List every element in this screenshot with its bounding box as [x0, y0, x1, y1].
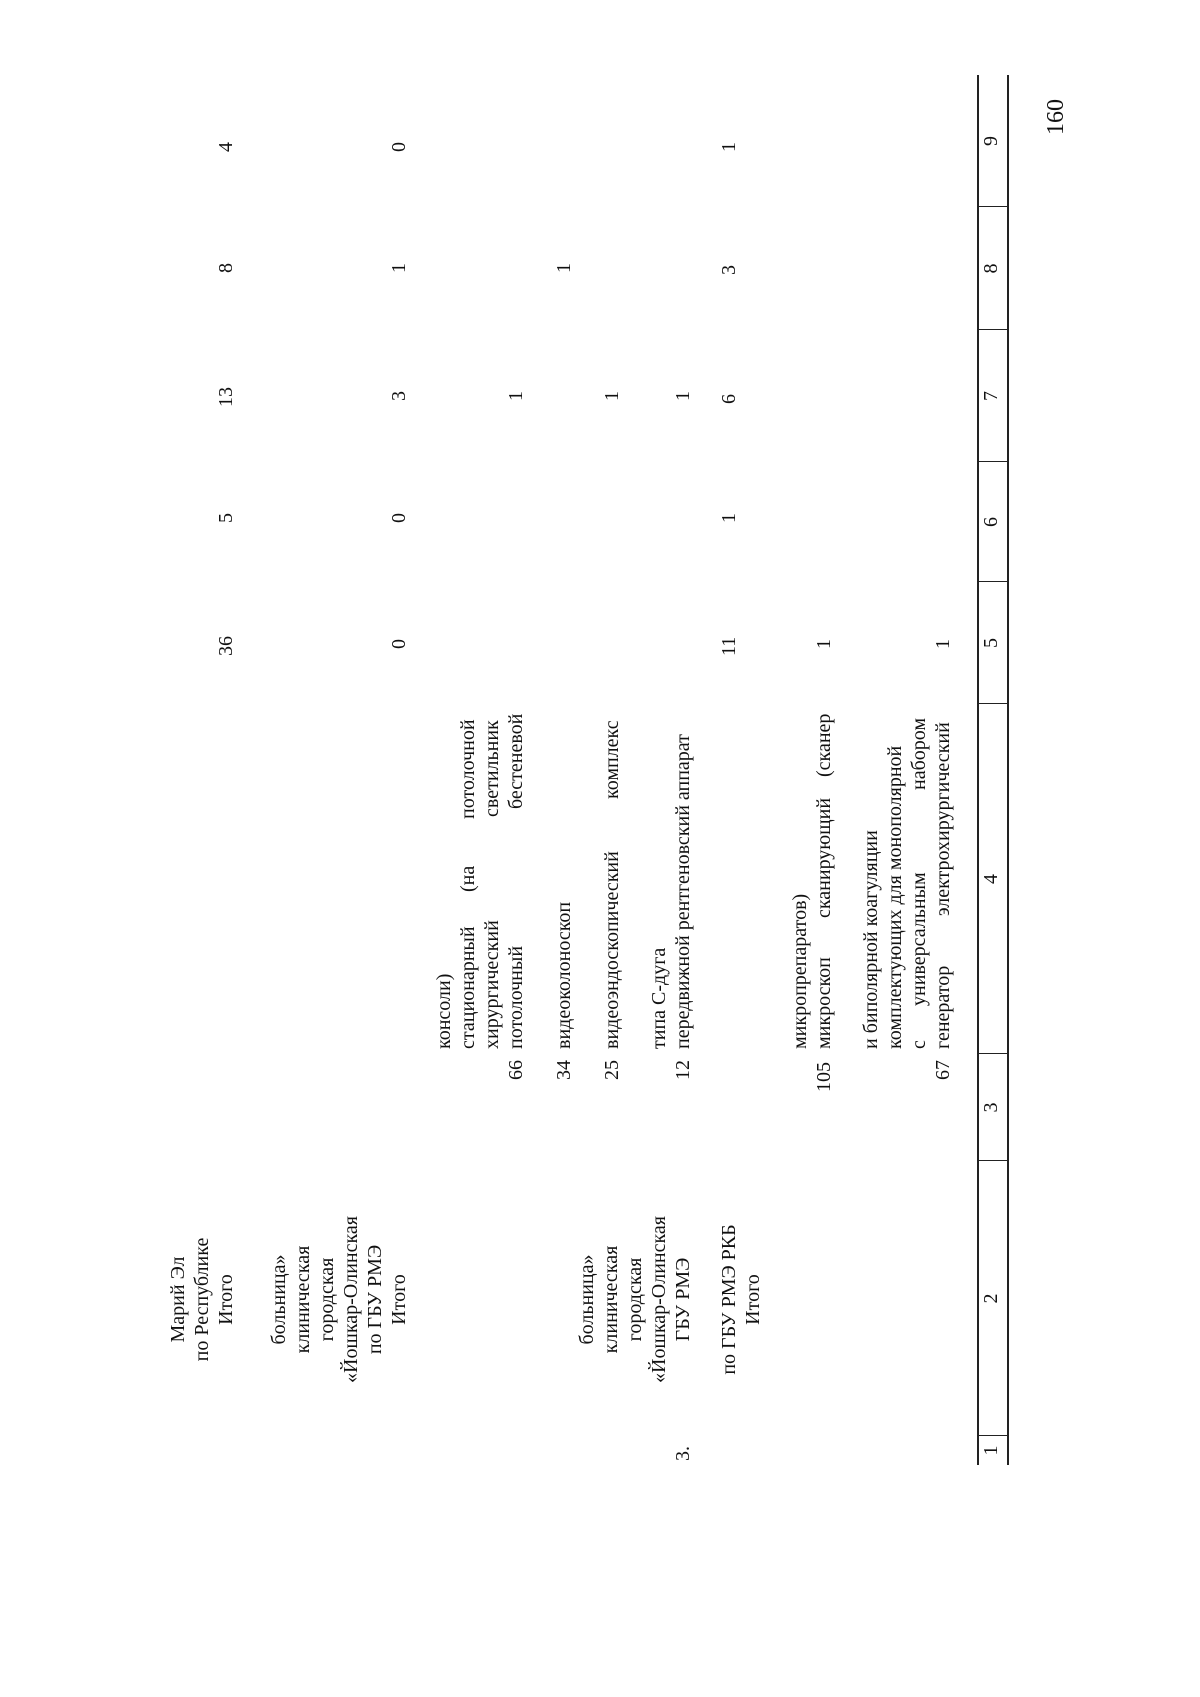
text-line: городская: [316, 1257, 338, 1342]
col-9-value: 0: [388, 142, 410, 152]
col-8-value: 1: [553, 263, 575, 273]
col-7-value: 3: [388, 391, 410, 401]
text-line: сканирующий: [813, 797, 835, 918]
header-col-2: 2: [980, 1293, 1002, 1304]
text-line: и биполярной коагуляции: [860, 830, 882, 1049]
text-line: Марий Эл: [167, 1256, 189, 1343]
text-line: с: [908, 1040, 930, 1049]
header-col-6: 6: [980, 517, 1002, 527]
col-8-value: 1: [388, 263, 410, 273]
col-8-value: 8: [215, 263, 237, 273]
header-col-9: 9: [980, 136, 1002, 146]
header-col-7: 7: [980, 391, 1002, 401]
text-line: хирургический: [481, 920, 503, 1049]
equipment-name: комплекс: [601, 720, 623, 799]
col-7-value: 1: [505, 391, 527, 401]
text-line: микропрепаратов): [789, 893, 811, 1049]
row-number: 105: [813, 1062, 835, 1092]
col-5-value: 0: [388, 639, 410, 649]
text-line: больница»: [268, 1254, 290, 1345]
text-line: генератор: [932, 965, 954, 1049]
col-7-value: 13: [215, 387, 237, 407]
header-col-5: 5: [980, 638, 1002, 648]
row-number: 67: [932, 1060, 954, 1080]
col-5-value: 36: [215, 636, 237, 656]
col-9-value: 4: [215, 142, 237, 152]
equipment-name: типа С-дуга: [648, 947, 670, 1049]
text-line: клиническая: [292, 1245, 314, 1354]
header-col-1: 1: [980, 1445, 1002, 1456]
text-line: «Йошкар-Олинская: [648, 1216, 670, 1383]
row-number: 66: [505, 1060, 527, 1080]
text-line: потолочной: [457, 719, 479, 819]
col-7-value: 1: [672, 391, 694, 401]
equipment-name: видеоколоноскоп: [553, 901, 575, 1049]
col-9-value: 1: [718, 142, 740, 152]
text-line: бестеневой: [505, 713, 527, 809]
text-line: микроскоп: [813, 957, 835, 1049]
text-line: универсальным: [908, 872, 930, 1006]
col-5-value: 11: [718, 636, 740, 656]
text-line: светильник: [481, 720, 503, 817]
text-line: комплектующих для монополярной: [884, 745, 906, 1049]
row-number: 12: [672, 1060, 694, 1080]
text-line: Итого: [388, 1274, 410, 1325]
text-line: (сканер: [813, 713, 835, 777]
text-line: потолочный: [505, 945, 527, 1049]
total-label: по ГБУ РМЭ РКБ: [718, 1224, 740, 1375]
total-label: Итого: [742, 1274, 764, 1325]
equipment-name: передвижной рентгеновский аппарат: [672, 734, 694, 1049]
header-bottom-rule: [977, 75, 979, 1465]
col-5-value: 1: [813, 639, 835, 649]
text-line: клиническая: [600, 1245, 622, 1354]
col-7-value: 6: [718, 394, 740, 404]
header-col-3: 3: [980, 1102, 1002, 1113]
text-line: консоли): [433, 973, 455, 1049]
text-line: городская: [624, 1257, 646, 1342]
col-6-value: 5: [215, 513, 237, 523]
text-line: «Йошкар-Олинская: [340, 1216, 362, 1383]
col-6-value: 1: [718, 513, 740, 523]
col-6-value: 0: [388, 513, 410, 523]
text-line: Итого: [215, 1274, 237, 1325]
text-line: набором: [908, 717, 930, 790]
text-line: по ГБУ РМЭ: [364, 1244, 386, 1355]
col-5-value: 1: [932, 639, 954, 649]
text-line: больница»: [576, 1254, 598, 1345]
header-col-8: 8: [980, 263, 1002, 274]
header-col-4: 4: [980, 874, 1002, 884]
equipment-name: видеоэндоскопический: [601, 851, 623, 1049]
text-line: ГБУ РМЭ: [672, 1257, 694, 1342]
text-line: электрохирургический: [932, 722, 954, 916]
page-number: 160: [1043, 99, 1069, 135]
text-line: по Республике: [191, 1237, 213, 1362]
text-line: (на: [457, 865, 479, 892]
text-line: стационарный: [457, 926, 479, 1049]
row-index: 3.: [672, 1446, 694, 1461]
row-number: 25: [601, 1060, 623, 1080]
header-top-rule: [1007, 75, 1009, 1465]
row-number: 34: [553, 1060, 575, 1080]
col-7-value: 1: [601, 391, 623, 401]
col-8-value: 3: [718, 265, 740, 275]
